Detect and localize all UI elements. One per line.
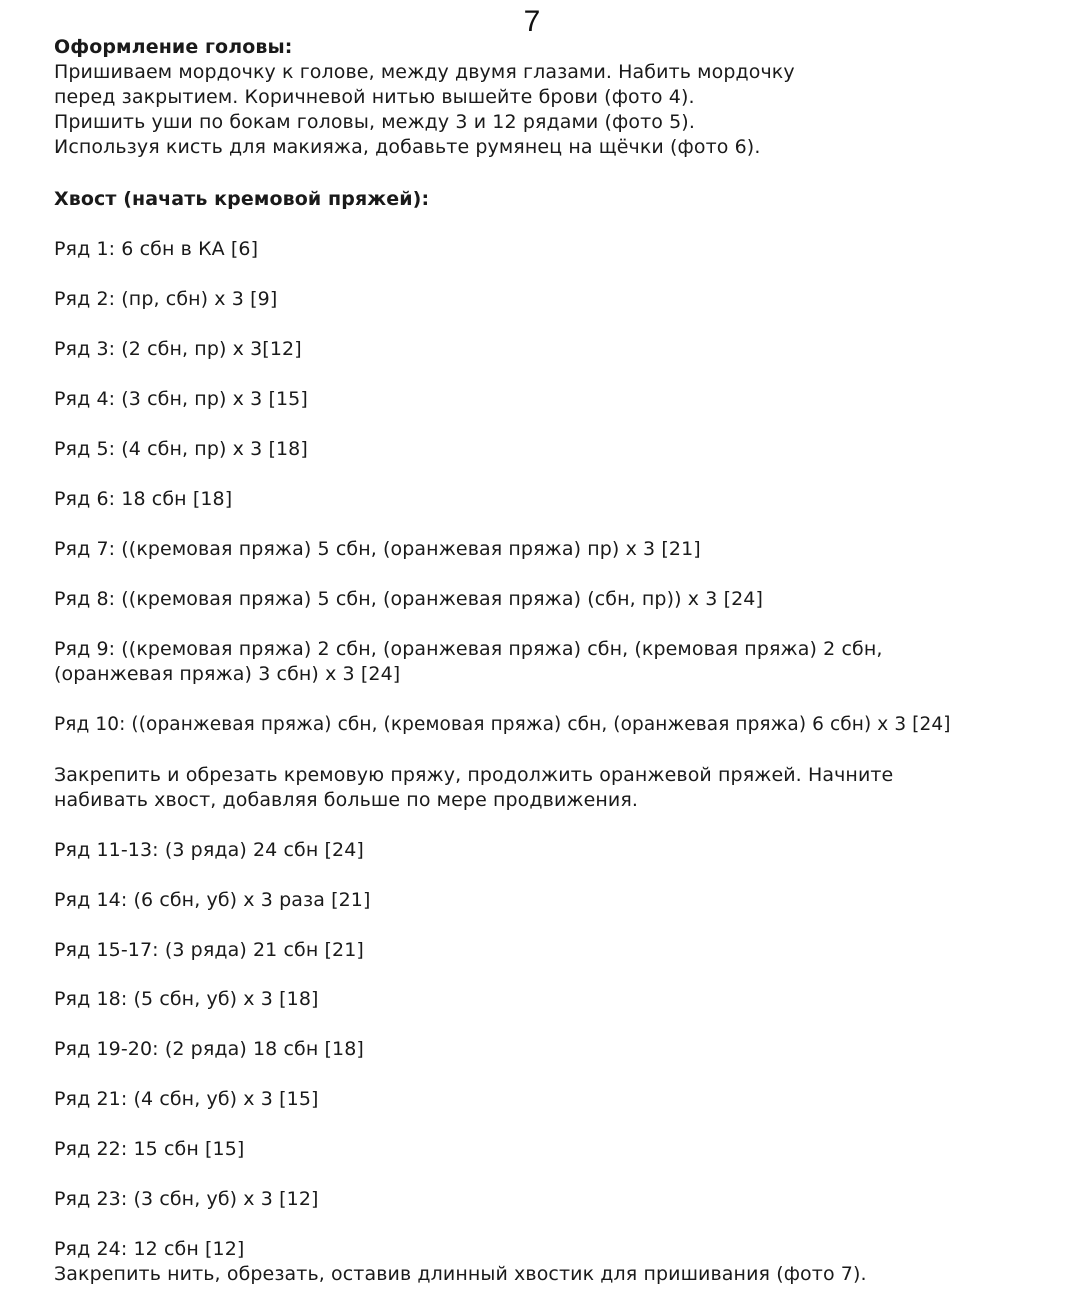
tail-row-9-part-2: (оранжевая пряжа) 3 сбн) х 3 [24] [54, 663, 401, 685]
head-text-line-3: Пришить уши по бокам головы, между 3 и 12 рядами (фото 5). [54, 111, 695, 133]
tail-row-4: Ряд 4: (3 сбн, пр) х 3 [15] [54, 388, 308, 410]
tail-row-15-17: Ряд 15-17: (3 ряда) 21 сбн [21] [54, 939, 364, 961]
tail-row-19-20: Ряд 19-20: (2 ряда) 18 сбн [18] [54, 1038, 364, 1060]
tail-row-8: Ряд 8: ((кремовая пряжа) 5 сбн, (оранжевая пряжа) (сбн, пр)) х 3 [24] [54, 588, 763, 610]
tail-row-22: Ряд 22: 15 сбн [15] [54, 1138, 245, 1160]
head-text-line-4: Используя кисть для макияжа, добавьте румянец на щёчки (фото 6). [54, 136, 761, 158]
page-number: 7 [523, 5, 541, 38]
tail-row-18: Ряд 18: (5 сбн, уб) х 3 [18] [54, 988, 319, 1010]
tail-section-title: Хвост (начать кремовой пряжей): [54, 188, 430, 210]
tail-row-14: Ряд 14: (6 сбн, уб) х 3 раза [21] [54, 889, 371, 911]
tail-row-21: Ряд 21: (4 сбн, уб) х 3 [15] [54, 1088, 319, 1110]
tail-row-23: Ряд 23: (3 сбн, уб) х 3 [12] [54, 1188, 319, 1210]
tail-row-1: Ряд 1: 6 сбн в КА [6] [54, 238, 259, 260]
tail-row-7: Ряд 7: ((кремовая пряжа) 5 сбн, (оранжевая пряжа) пр) х 3 [21] [54, 538, 701, 560]
tail-row-2: Ряд 2: (пр, сбн) х 3 [9] [54, 288, 278, 310]
tail-row-9-part-1: Ряд 9: ((кремовая пряжа) 2 сбн, (оранжевая пряжа) сбн, (кремовая пряжа) 2 сбн, [54, 638, 883, 660]
head-section-title: Оформление головы: [54, 36, 293, 58]
tail-row-10: Ряд 10: ((оранжевая пряжа) сбн, (кремовая пряжа) сбн, (оранжевая пряжа) 6 сбн) х 3 [24] [54, 714, 951, 735]
tail-note-line-1: Закрепить и обрезать кремовую пряжу, продолжить оранжевой пряжей. Начните [54, 764, 894, 786]
tail-row-11-13: Ряд 11-13: (3 ряда) 24 сбн [24] [54, 839, 364, 861]
tail-row-5: Ряд 5: (4 сбн, пр) х 3 [18] [54, 438, 308, 460]
tail-row-3: Ряд 3: (2 сбн, пр) х 3[12] [54, 338, 302, 360]
head-text-line-1: Пришиваем мордочку к голове, между двумя глазами. Набить мордочку [54, 61, 795, 83]
head-text-line-2: перед закрытием. Коричневой нитью вышейте брови (фото 4). [54, 86, 695, 108]
tail-row-24: Ряд 24: 12 сбн [12] [54, 1238, 245, 1260]
tail-final-note: Закрепить нить, обрезать, оставив длинный хвостик для пришивания (фото 7). [54, 1263, 867, 1285]
tail-note-line-2: набивать хвост, добавляя больше по мере продвижения. [54, 789, 639, 811]
tail-row-6: Ряд 6: 18 сбн [18] [54, 488, 233, 510]
